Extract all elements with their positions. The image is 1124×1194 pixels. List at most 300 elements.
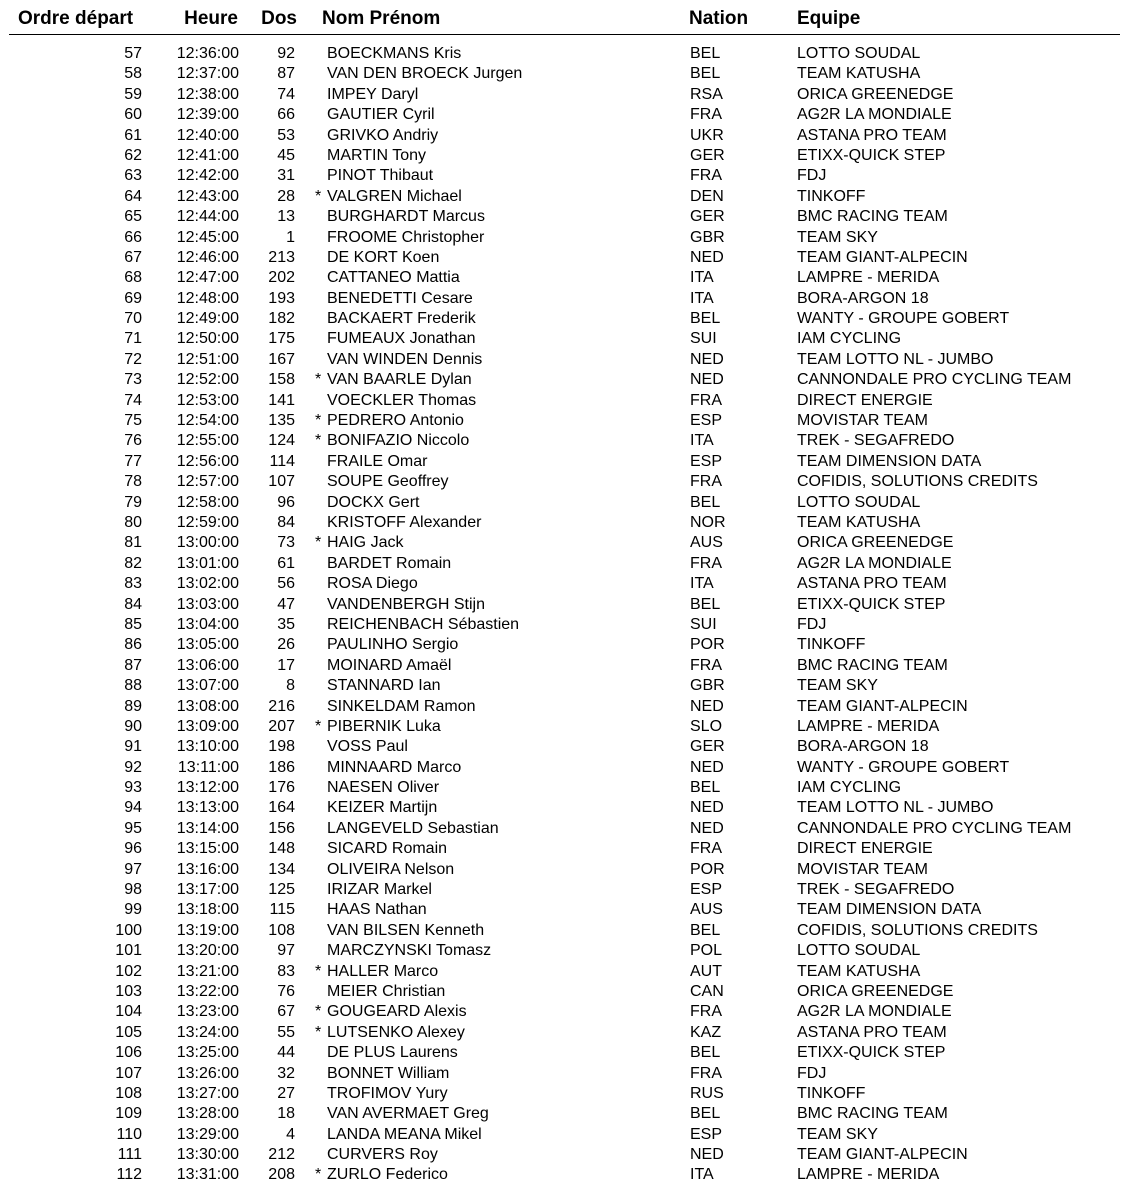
table-row [0, 1104, 1124, 1124]
table-row [0, 656, 1124, 676]
young-rider-marker [315, 860, 325, 880]
start-order: 98 [124, 881, 142, 899]
team-name: BORA-ARGON 18 [797, 738, 929, 756]
table-row [0, 85, 1124, 105]
header-nom-prenom: Nom Prénom [322, 8, 441, 29]
bib-number: 73 [277, 534, 295, 552]
start-time: 13:16:00 [176, 860, 239, 878]
nation-code: FRA [690, 1003, 722, 1021]
rider-name: REICHENBACH Sébastien [327, 615, 520, 633]
bib-number: 115 [269, 901, 295, 919]
nation-code: NED [690, 1146, 724, 1164]
nation-code: NED [690, 697, 724, 715]
start-order: 67 [124, 248, 142, 266]
nation-code: BEL [690, 921, 721, 939]
table-row [0, 248, 1124, 268]
rider-name: VOSS Paul [327, 738, 408, 756]
start-time: 13:21:00 [176, 962, 239, 980]
rider-name: MARCZYNSKI Tomasz [327, 942, 492, 960]
table-row [0, 1064, 1124, 1084]
start-order: 101 [115, 942, 142, 960]
start-order: 75 [124, 412, 142, 430]
team-name: CANNONDALE PRO CYCLING TEAM [797, 819, 1072, 837]
rider-name: VAN BILSEN Kenneth [327, 921, 485, 939]
bib-number: 13 [277, 208, 295, 226]
team-name: COFIDIS, SOLUTIONS CREDITS [797, 921, 1038, 939]
start-time: 13:31:00 [176, 1166, 239, 1184]
table-row [0, 1043, 1124, 1063]
team-name: ASTANA PRO TEAM [797, 126, 947, 144]
start-order: 84 [124, 595, 142, 613]
nation-code: ITA [690, 289, 714, 307]
table-row [0, 105, 1124, 125]
bib-number: 114 [269, 452, 295, 470]
start-time: 13:01:00 [176, 554, 239, 572]
start-time: 13:17:00 [176, 881, 239, 899]
start-time: 13:27:00 [176, 1084, 239, 1102]
nation-code: SLO [690, 717, 723, 735]
team-name: DIRECT ENERGIE [797, 391, 933, 409]
table-row [0, 860, 1124, 880]
start-time: 12:50:00 [176, 330, 239, 348]
bib-number: 4 [286, 1125, 295, 1143]
nation-code: BEL [690, 310, 721, 328]
start-order: 100 [115, 921, 142, 939]
table-row [0, 1002, 1124, 1022]
rider-name: SICARD Romain [327, 840, 448, 858]
table-row [0, 309, 1124, 329]
nation-code: ESP [690, 1125, 723, 1143]
nation-code: SUI [690, 330, 717, 348]
bib-number: 35 [277, 615, 295, 633]
start-time: 13:29:00 [176, 1125, 239, 1143]
table-row [0, 697, 1124, 717]
young-rider-marker [315, 1104, 325, 1124]
bib-number: 67 [277, 1003, 295, 1021]
rider-name: BENEDETTI Cesare [327, 289, 473, 307]
team-name: ASTANA PRO TEAM [797, 1023, 947, 1041]
bib-number: 202 [268, 269, 295, 287]
nation-code: FRA [690, 106, 722, 124]
team-name: ASTANA PRO TEAM [797, 575, 947, 593]
start-time: 13:09:00 [176, 717, 239, 735]
team-name: DIRECT ENERGIE [797, 840, 933, 858]
rider-name: FUMEAUX Jonathan [327, 330, 476, 348]
nation-code: CAN [690, 982, 724, 1000]
team-name: COFIDIS, SOLUTIONS CREDITS [797, 473, 1038, 491]
young-rider-marker: * [315, 717, 322, 735]
start-time: 13:08:00 [176, 697, 239, 715]
young-rider-marker [315, 737, 325, 757]
start-time: 12:40:00 [176, 126, 239, 144]
start-time: 12:47:00 [176, 269, 239, 287]
bib-number: 61 [277, 554, 295, 572]
young-rider-marker [315, 44, 325, 64]
team-name: LAMPRE - MERIDA [797, 717, 940, 735]
start-order: 64 [124, 187, 142, 205]
rider-name: GRIVKO Andriy [327, 126, 439, 144]
start-time: 12:43:00 [176, 187, 239, 205]
table-row [0, 982, 1124, 1002]
young-rider-marker [315, 1043, 325, 1063]
bib-number: 216 [268, 697, 295, 715]
table-row [0, 44, 1124, 64]
team-name: WANTY - GROUPE GOBERT [797, 758, 1010, 776]
rider-name: VANDENBERGH Stijn [327, 595, 485, 613]
bib-number: 84 [277, 513, 295, 531]
bib-number: 148 [268, 840, 295, 858]
header-divider [9, 34, 1120, 35]
bib-number: 76 [277, 982, 295, 1000]
nation-code: NOR [690, 513, 726, 531]
young-rider-marker [315, 697, 325, 717]
bib-number: 186 [268, 758, 295, 776]
young-rider-marker [315, 676, 325, 696]
table-row [0, 228, 1124, 248]
bib-number: 28 [277, 187, 295, 205]
rider-name: VAN BAARLE Dylan [327, 371, 472, 389]
nation-code: DEN [690, 187, 724, 205]
bib-number: 27 [277, 1084, 295, 1102]
header-dos: Dos [261, 8, 297, 29]
rider-name: KEIZER Martijn [327, 799, 438, 817]
team-name: BORA-ARGON 18 [797, 289, 929, 307]
start-time: 13:22:00 [176, 982, 239, 1000]
nation-code: ITA [690, 432, 714, 450]
start-order: 85 [124, 615, 142, 633]
rider-name: LANGEVELD Sebastian [327, 819, 499, 837]
team-name: TEAM KATUSHA [797, 513, 921, 531]
young-rider-marker [315, 941, 325, 961]
rider-name: BARDET Romain [327, 554, 452, 572]
start-order: 65 [124, 208, 142, 226]
start-time: 12:54:00 [176, 412, 239, 430]
table-row [0, 595, 1124, 615]
nation-code: GER [690, 146, 725, 164]
bib-number: 97 [277, 942, 295, 960]
bib-number: 164 [268, 799, 295, 817]
start-order: 107 [115, 1064, 142, 1082]
rider-name: PINOT Thibaut [327, 167, 434, 185]
start-order: 103 [115, 982, 142, 1000]
table-row [0, 513, 1124, 533]
young-rider-marker [315, 391, 325, 411]
bib-number: 182 [268, 310, 295, 328]
start-time: 13:26:00 [176, 1064, 239, 1082]
table-row [0, 533, 1124, 553]
start-time: 13:06:00 [176, 656, 239, 674]
table-row [0, 187, 1124, 207]
start-time: 13:19:00 [176, 921, 239, 939]
nation-code: FRA [690, 840, 722, 858]
header-heure: Heure [184, 8, 238, 29]
young-rider-marker [315, 126, 325, 146]
bib-number: 125 [268, 881, 295, 899]
young-rider-marker [315, 248, 325, 268]
table-row [0, 64, 1124, 84]
young-rider-marker: * [315, 432, 322, 450]
start-time: 12:37:00 [176, 65, 239, 83]
table-row [0, 554, 1124, 574]
team-name: TEAM LOTTO NL - JUMBO [797, 799, 994, 817]
bib-number: 156 [268, 819, 295, 837]
start-order: 97 [124, 860, 142, 878]
rider-name: CATTANEO Mattia [327, 269, 460, 287]
table-row [0, 126, 1124, 146]
table-row [0, 737, 1124, 757]
start-time: 13:05:00 [176, 636, 239, 654]
nation-code: POR [690, 636, 725, 654]
bib-number: 193 [268, 289, 295, 307]
start-order: 76 [124, 432, 142, 450]
start-order: 105 [115, 1023, 142, 1041]
start-order: 58 [124, 65, 142, 83]
start-order: 106 [115, 1044, 142, 1062]
nation-code: NED [690, 758, 724, 776]
table-row [0, 391, 1124, 411]
rider-name: KRISTOFF Alexander [327, 513, 482, 531]
team-name: IAM CYCLING [797, 330, 902, 348]
young-rider-marker [315, 656, 325, 676]
table-row [0, 758, 1124, 778]
table-row [0, 411, 1124, 431]
nation-code: BEL [690, 1044, 721, 1062]
nation-code: FRA [690, 656, 722, 674]
team-name: TINKOFF [797, 636, 866, 654]
table-row [0, 268, 1124, 288]
table-row [0, 329, 1124, 349]
nation-code: AUS [690, 534, 723, 552]
table-row [0, 289, 1124, 309]
rider-name: ROSA Diego [327, 575, 418, 593]
table-row [0, 839, 1124, 859]
table-row [0, 962, 1124, 982]
young-rider-marker [315, 554, 325, 574]
young-rider-marker [315, 1084, 325, 1104]
rider-name: VOECKLER Thomas [327, 391, 477, 409]
rider-name: HALLER Marco [327, 962, 439, 980]
start-time: 13:00:00 [176, 534, 239, 552]
start-time: 12:56:00 [176, 452, 239, 470]
nation-code: RUS [690, 1084, 724, 1102]
bib-number: 83 [277, 962, 295, 980]
young-rider-marker [315, 146, 325, 166]
rider-name: BONIFAZIO Niccolo [327, 432, 470, 450]
start-order: 92 [124, 758, 142, 776]
bib-number: 141 [268, 391, 295, 409]
start-time: 12:44:00 [176, 208, 239, 226]
header-nation: Nation [689, 8, 749, 29]
young-rider-marker [315, 329, 325, 349]
start-time: 12:41:00 [176, 146, 239, 164]
nation-code: BEL [690, 45, 721, 62]
table-row [0, 819, 1124, 839]
start-time: 13:02:00 [176, 575, 239, 593]
team-name: TEAM DIMENSION DATA [797, 452, 982, 470]
table-row [0, 207, 1124, 227]
rider-name: PEDRERO Antonio [327, 412, 464, 430]
young-rider-marker [315, 1064, 325, 1084]
bib-number: 107 [268, 473, 295, 491]
start-order: 99 [124, 901, 142, 919]
bib-number: 208 [268, 1166, 295, 1184]
nation-code: FRA [690, 554, 722, 572]
team-name: ORICA GREENEDGE [797, 982, 954, 1000]
start-order: 82 [124, 554, 142, 572]
nation-code: ITA [690, 269, 714, 287]
young-rider-marker [315, 513, 325, 533]
rider-name: DE PLUS Laurens [327, 1044, 458, 1062]
start-order: 83 [124, 575, 142, 593]
rider-name: VALGREN Michael [327, 187, 462, 205]
team-name: ETIXX-QUICK STEP [797, 146, 946, 164]
start-time: 12:52:00 [176, 371, 239, 389]
team-name: TEAM DIMENSION DATA [797, 901, 982, 919]
start-order: 66 [124, 228, 142, 246]
young-rider-marker [315, 1125, 325, 1145]
team-name: TINKOFF [797, 1084, 866, 1102]
start-order: 88 [124, 677, 142, 695]
start-time: 13:23:00 [176, 1003, 239, 1021]
start-order: 69 [124, 289, 142, 307]
nation-code: BEL [690, 595, 721, 613]
table-row [0, 350, 1124, 370]
team-name: MOVISTAR TEAM [797, 412, 928, 430]
team-name: IAM CYCLING [797, 779, 902, 797]
team-name: TEAM KATUSHA [797, 962, 921, 980]
start-order: 95 [124, 819, 142, 837]
team-name: AG2R LA MONDIALE [797, 1003, 952, 1021]
rider-name: BURGHARDT Marcus [327, 208, 485, 226]
nation-code: NED [690, 819, 724, 837]
table-row [0, 717, 1124, 737]
rider-name: IMPEY Daryl [327, 85, 419, 103]
nation-code: RSA [690, 85, 723, 103]
start-order: 112 [116, 1166, 142, 1184]
rider-name: BOECKMANS Kris [327, 45, 462, 62]
team-name: ETIXX-QUICK STEP [797, 595, 946, 613]
start-order: 60 [124, 106, 142, 124]
table-row [0, 1084, 1124, 1104]
nation-code: NED [690, 350, 724, 368]
rider-name: PIBERNIK Luka [327, 717, 441, 735]
start-time: 13:10:00 [176, 738, 239, 756]
rider-name: SOUPE Geoffrey [327, 473, 449, 491]
table-row [0, 146, 1124, 166]
nation-code: ESP [690, 452, 723, 470]
young-rider-marker [315, 819, 325, 839]
young-rider-marker: * [315, 534, 322, 552]
rider-name: LANDA MEANA Mikel [327, 1125, 482, 1143]
team-name: TEAM KATUSHA [797, 65, 921, 83]
start-time: 13:30:00 [176, 1146, 239, 1164]
rider-name: LUTSENKO Alexey [327, 1023, 465, 1041]
team-name: FDJ [797, 167, 827, 185]
young-rider-marker [315, 839, 325, 859]
team-name: LOTTO SOUDAL [797, 45, 921, 62]
nation-code: FRA [690, 473, 722, 491]
young-rider-marker [315, 309, 325, 329]
start-order: 73 [124, 371, 142, 389]
table-row [0, 941, 1124, 961]
start-order: 68 [124, 269, 142, 287]
header-ordre-depart: Ordre départ [18, 8, 134, 29]
team-name: AG2R LA MONDIALE [797, 106, 952, 124]
young-rider-marker [315, 798, 325, 818]
nation-code: POL [690, 942, 723, 960]
nation-code: NED [690, 799, 724, 817]
rider-name: PAULINHO Sergio [327, 636, 459, 654]
young-rider-marker: * [315, 187, 322, 205]
start-order: 77 [124, 452, 142, 470]
table-row [0, 921, 1124, 941]
start-order: 87 [124, 656, 142, 674]
team-name: ETIXX-QUICK STEP [797, 1044, 946, 1062]
start-order: 90 [124, 717, 142, 735]
team-name: LAMPRE - MERIDA [797, 269, 940, 287]
nation-code: FRA [690, 1064, 722, 1082]
start-time: 13:03:00 [176, 595, 239, 613]
bib-number: 134 [268, 860, 295, 878]
young-rider-marker: * [315, 371, 322, 389]
bib-number: 92 [277, 45, 295, 62]
start-order: 57 [124, 45, 142, 62]
rider-name: BONNET William [327, 1064, 450, 1082]
start-order: 89 [124, 697, 142, 715]
table-row [0, 431, 1124, 451]
young-rider-marker [315, 85, 325, 105]
nation-code: BEL [690, 493, 721, 511]
rider-name: MOINARD Amaël [327, 656, 452, 674]
start-time: 13:24:00 [176, 1023, 239, 1041]
start-order: 61 [124, 126, 142, 144]
nation-code: GER [690, 738, 725, 756]
rider-name: GAUTIER Cyril [327, 106, 435, 124]
team-name: BMC RACING TEAM [797, 1105, 948, 1123]
nation-code: ESP [690, 881, 723, 899]
bib-number: 17 [277, 656, 295, 674]
start-time: 12:59:00 [176, 513, 239, 531]
rider-name: MARTIN Tony [327, 146, 426, 164]
start-time: 12:48:00 [176, 289, 239, 307]
bib-number: 56 [277, 575, 295, 593]
rider-name: SINKELDAM Ramon [327, 697, 476, 715]
start-list-rows [0, 44, 1124, 1186]
nation-code: KAZ [690, 1023, 722, 1041]
bib-number: 212 [268, 1146, 295, 1164]
team-name: FDJ [797, 1064, 827, 1082]
rider-name: ZURLO Federico [327, 1166, 448, 1184]
start-order: 96 [124, 840, 142, 858]
nation-code: SUI [690, 615, 717, 633]
bib-number: 55 [277, 1023, 295, 1041]
start-order: 79 [124, 493, 142, 511]
team-name: ORICA GREENEDGE [797, 534, 954, 552]
team-name: TREK - SEGAFREDO [797, 432, 955, 450]
young-rider-marker [315, 472, 325, 492]
bib-number: 167 [268, 350, 295, 368]
nation-code: NED [690, 371, 724, 389]
table-row [0, 1125, 1124, 1145]
start-time: 13:20:00 [176, 942, 239, 960]
start-order: 93 [124, 779, 142, 797]
rider-name: VAN DEN BROECK Jurgen [327, 65, 523, 83]
team-name: LOTTO SOUDAL [797, 493, 921, 511]
rider-name: OLIVEIRA Nelson [327, 860, 455, 878]
young-rider-marker [315, 758, 325, 778]
bib-number: 47 [277, 595, 295, 613]
young-rider-marker [315, 900, 325, 920]
